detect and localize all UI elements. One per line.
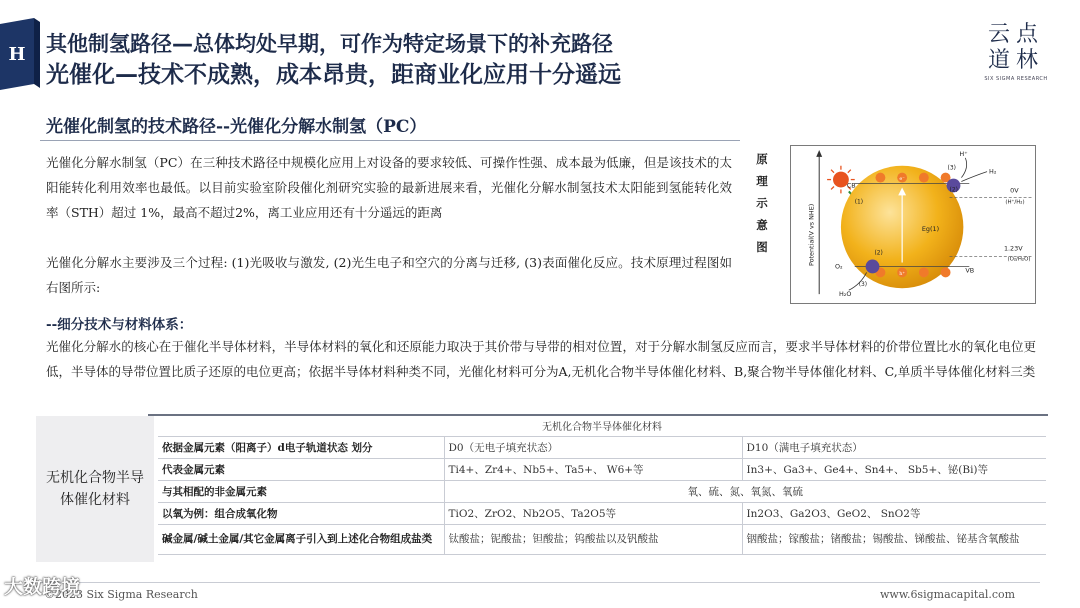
row-label: 碱金属/碱土金属/其它金属离子引入到上述化合物组成盐类 [158,524,444,554]
paragraph-overview: 光催化分解水制氢（PC）在三种技术路径中规模化应用上对设备的要求较低、可操作性强、成本最为低廉，但是该技术的太阳能转化利用效率也最低。以目前实验室阶段催化剂研究实验的最新进展来看，光催化分解水制氢技术太阳能到氢能转化效率（STH）超过 1%，最高不超过2%，离工业应用还有十分遥远的距离 [46,155,732,220]
header-title-line-1: 其他制氢路径—总体均处早期，可作为特定场景下的补充路径 [46,32,613,56]
diagram-label-char: 理 [756,174,768,188]
brand-logo [980,22,1052,82]
table-caption-row [158,416,1046,436]
axis-arrow-icon [816,150,822,157]
row-label: 代表金属元素 [158,458,444,480]
level-123v: 1.23V [1003,244,1023,253]
table-caption: 无机化合物半导体催化材料 [158,416,1046,436]
diagram-label-char: 意 [756,218,768,232]
table-row [158,524,1046,554]
diagram-label-char: 示 [756,196,768,210]
step-label-1: (1) [854,199,864,206]
d0-cell: Ti4+、Zr4+、Nb5+、Ta5+、 W6+等 [444,458,742,480]
oxygen-label: O₂ [834,262,843,271]
brand-english: SIX SIGMA RESEARCH [984,76,1048,82]
d10-cell: In3+、Ga3+、Ge4+、Sn4+、 Sb5+、铋(Bi)等 [742,458,1046,480]
diagram-label-char: 原 [756,152,768,166]
axis-label: Potential(V vs NHE) [807,203,816,267]
step-label-3-top: (3) [947,165,956,172]
row-label: 与其相配的非金属元素 [158,480,444,502]
brand-name-line-2: 道林 [987,48,1044,73]
band-gap-label: Eg(1) [921,224,940,233]
footer-divider [40,582,1040,583]
badge-letter: H [8,44,26,65]
brand-name-line-1: 云点 [987,22,1044,47]
electron-symbol: e⁻ [899,176,905,183]
diagram-label-char: 图 [756,240,768,254]
d10-cell: In2O3、Ga2O3、GeO2、 SnO2等 [742,502,1046,524]
level-0v: 0V [1010,186,1019,195]
footer-website-link[interactable]: www.6sigmacapital.com [880,588,1016,601]
diagram-side-label [752,148,772,258]
d0-cell: TiO2、ZrO2、Nb2O5、Ta2O5等 [444,502,742,524]
water-label: H₂O [838,290,852,299]
shared-cell: 氧、硫、氮、氧氮、氧硫 [444,480,1046,502]
hydrogen-arrow [961,172,987,182]
footer-copyright: ©2023 Six Sigma Research [44,588,198,601]
paragraph-process: 光催化分解水主要涉及三个过程: (1)光吸收与激发, (2)光生电子和空穴的分离与迁移, (3)表面催化反应。技术原理过程图如右图所示: [46,255,732,295]
photocatalysis-diagram [790,145,1036,304]
vb-label: VB [965,266,975,275]
section-title: 光催化制氢的技术路径--光催化分解水制氢（PC） [46,117,427,137]
table-row [158,458,1046,480]
materials-table [158,416,1046,555]
hydrogen-label: H₂ [989,167,997,176]
proton-label: H⁺ [959,149,968,158]
table-row [158,480,1046,502]
subsection-heading: --细分技术与材料体系： [46,317,193,333]
d10-cell: D10（满电子填充状态） [742,436,1046,458]
step-label-2-bottom: (2) [874,250,883,257]
d10-cell: 铟酸盐；镓酸盐；锗酸盐；锡酸盐、锑酸盐、铋基含氧酸盐 [742,524,1046,554]
level-0v-sub: (H⁺/H₂) [1005,199,1025,206]
d0-cell: D0（无电子填充状态） [444,436,742,458]
level-123v-sub: (O₂/H₂O) [1007,256,1031,263]
hole-symbol: h⁺ [899,270,906,277]
title-divider [40,140,740,141]
row-label: 依据金属元素（阳离子）d电子轨道状态 划分 [158,436,444,458]
table-side-label-box [36,416,154,562]
proton-arrow [961,158,966,178]
header-title-line-2: 光催化—技术不成熟，成本昂贵，距商业化应用十分遥远 [46,62,621,88]
cb-label: CB [846,181,856,190]
step-label-3-bottom: (3) [858,282,868,289]
cocatalyst-bottom-icon [866,260,880,274]
step-label-2-top: (2) [949,187,958,194]
table-row [158,436,1046,458]
paragraph-materials: 光催化分解水的核心在于催化半导体材料，半导体材料的氧化和还原能力取决于其价带与导带的相对位置，对于分解水制氢反应而言，要求半导体材料的价带位置比水的氧化电位更低，半导体的导带位置比质子还原的电位更高；依据半导体材料种类不同，光催化材料可分为A,无机化合物半导体催化材料、B,聚合物半导体催化材料、C,单质半导体催化材料三类 [46,339,1036,379]
table-row [158,502,1046,524]
watermark-text: 大数跨境 [4,576,81,598]
d0-cell: 钛酸盐；铌酸盐；钽酸盐；钨酸盐以及钒酸盐 [444,524,742,554]
row-label: 以氧为例：组合成氧化物 [158,502,444,524]
table-side-label: 无机化合物半导体催化材料 [46,470,144,508]
report-badge [0,18,40,90]
